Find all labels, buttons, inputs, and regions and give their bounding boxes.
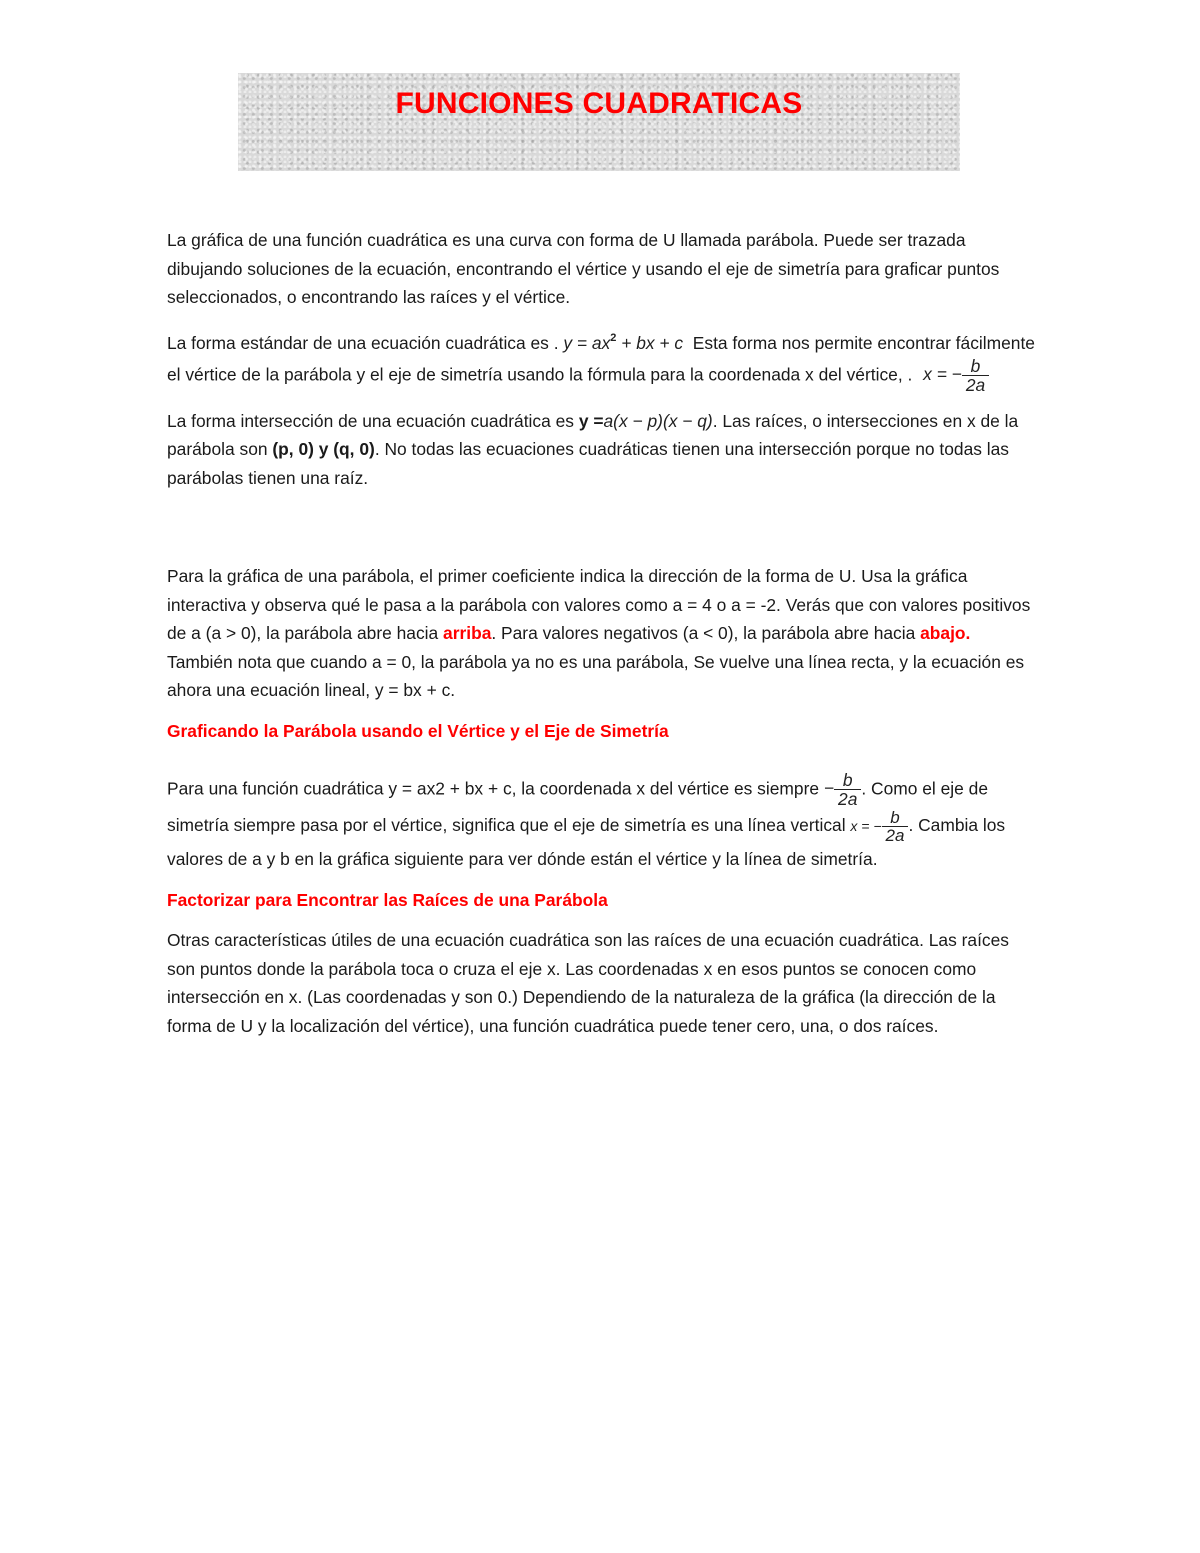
formula-part: + bx + c [616, 332, 684, 353]
standard-form-text: La forma estándar de una ecuación cuadrática es . [167, 332, 559, 353]
document-body [167, 226, 1037, 1052]
title-banner [238, 73, 960, 171]
fraction-numerator: b [842, 770, 853, 791]
vertex-formula [923, 356, 989, 396]
intercept-formula: a(x − p)(x − q) [603, 410, 713, 431]
axis-fraction [882, 809, 909, 846]
fraction-numerator: b [970, 356, 981, 376]
section-heading-factor: Factorizar para Encontrar las Raíces de una Parábola [167, 889, 608, 910]
vertex-text-3: . Cambia los valores de a y b en la gráfica siguiente para ver dónde están el vértice y la línea de simetría. [167, 814, 1006, 870]
standard-form-formula [563, 333, 683, 353]
vertex-neg-fraction [823, 770, 862, 810]
paragraph-intercept-form [167, 407, 1037, 493]
fraction-denominator: 2a [962, 375, 989, 394]
standard-form-text-2: Esta forma nos permite encontrar fácilmente el vértice de la parábola y el eje de simetría usando la fórmula para la coordenada x del vértice, . [167, 332, 1035, 385]
paragraph-roots: Otras características útiles de una ecuación cuadrática son las raíces de una ecuación cuadrática. Las raíces son puntos donde la parábola toca o cruza el eje x. Las coordenadas x en esos puntos se conocen como intersección en x. (Las coordenadas y son 0.) Dependiendo de la naturaleza de la gráfica (la dirección de la forma de U y la localización del vértice), una función cuadrática puede tener cero, una, o dos raíces. [167, 930, 1009, 1036]
fraction-denominator: 2a [882, 826, 909, 845]
axis-formula-left: x = − [850, 817, 882, 834]
vertex-text: Para una función cuadrática y = ax2 + bx + c, la coordenada x del vértice es siempre [167, 778, 824, 799]
paragraph-direction [167, 562, 1037, 705]
axis-formula [850, 807, 908, 846]
intercept-text: La forma intersección de una ecuación cuadrática es [167, 410, 579, 431]
fraction-denominator: 2a [834, 789, 861, 808]
intercept-text-2: . Las raíces, o intersecciones en x de la parábola son [167, 410, 1019, 460]
intercept-y-eq: y = [578, 410, 604, 431]
vertex-fraction-2 [834, 771, 861, 809]
direction-text: Para la gráfica de una parábola, el primer coeficiente indica la dirección de la forma de U. Usa la gráfica interactiva y observa qué le pasa a la parábola con valores como a = 4 o a = -2. Verás que con valores positivos de a (a > 0), la parábola abre hacia [167, 566, 1031, 644]
word-abajo: abajo. [920, 623, 971, 644]
section-heading-vertex: Graficando la Parábola usando el Vértice y el Eje de Simetría [167, 720, 669, 741]
direction-text-2: . Para valores negativos (a < 0), la parábola abre hacia [491, 623, 921, 644]
formula-part: y = ax [563, 332, 611, 353]
paragraph-standard-form [167, 324, 1037, 395]
paragraph-intro: La gráfica de una función cuadrática es una curva con forma de U llamada parábola. Puede ser trazada dibujando soluciones de la ecuación, encontrando el vértice y usando el eje de simetría para graficar puntos seleccionados, o encontrando las raíces y el vértice. [167, 230, 1000, 307]
vertex-fraction [962, 357, 989, 395]
minus-sign: − [823, 778, 835, 799]
vertex-text-2: . Como el eje de simetría siempre pasa por el vértice, significa que el eje de simetría es una línea vertical [167, 778, 989, 835]
page-title: FUNCIONES CUADRATICAS [395, 87, 803, 120]
vertex-formula-left: x = − [923, 364, 962, 385]
intercept-text-3: . No todas las ecuaciones cuadráticas tienen una intersección porque no todas las parábolas tienen una raíz. [167, 439, 1010, 488]
fraction-numerator: b [890, 807, 900, 827]
paragraph-vertex [167, 771, 1037, 874]
formula-exponent: 2 [610, 331, 617, 344]
direction-text-3: También nota que cuando a = 0, la parábola ya no es una parábola, Se vuelve una línea recta, y la ecuación es ahora una ecuación lineal, y = bx + c. [167, 651, 1025, 701]
word-arriba: arriba [443, 623, 492, 644]
intercept-points: (p, 0) y (q, 0) [272, 439, 375, 460]
